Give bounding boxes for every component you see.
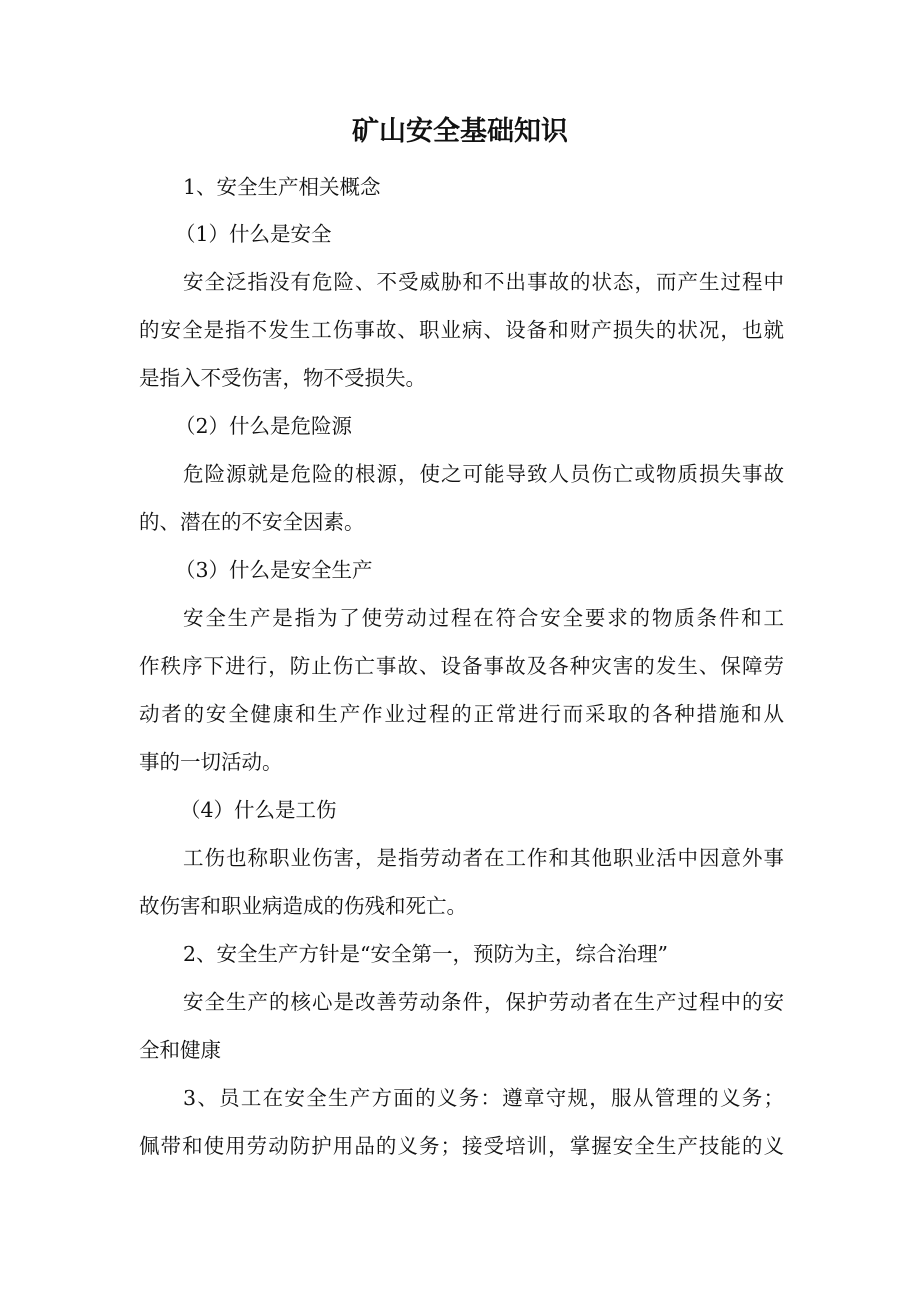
paragraph-line: 安全生产是指为了使劳动过程在符合安全要求的物质条件和工 bbox=[183, 606, 784, 630]
paragraph-line: 作秩序下进行，防止伤亡事故、设备事故及各种灾害的发生、保障劳 bbox=[139, 654, 784, 678]
paragraph-line: 的、潜在的不安全因素。 bbox=[139, 510, 365, 534]
subsection-heading: （1）什么是安全 bbox=[175, 222, 332, 246]
subsection-heading: （3）什么是安全生产 bbox=[175, 558, 373, 582]
subsection-heading: （4）什么是工伤 bbox=[180, 798, 337, 822]
paragraph-line: 佩带和使用劳动防护用品的义务；接受培训，掌握安全生产技能的义 bbox=[139, 1134, 784, 1158]
paragraph-line: 全和健康 bbox=[139, 1038, 221, 1062]
paragraph-line: 3、员工在安全生产方面的义务：遵章守规，服从管理的义务； bbox=[183, 1086, 784, 1110]
section-heading: 2、安全生产方针是“安全第一，预防为主，综合治理” bbox=[183, 942, 669, 966]
paragraph-line: 安全生产的核心是改善劳动条件，保护劳动者在生产过程中的安 bbox=[183, 990, 784, 1014]
document-title: 矿山安全基础知识 bbox=[352, 116, 568, 147]
paragraph-line: 工伤也称职业伤害，是指劳动者在工作和其他职业活中因意外事 bbox=[183, 846, 784, 870]
paragraph-line: 安全泛指没有危险、不受威胁和不出事故的状态，而产生过程中 bbox=[183, 270, 784, 294]
paragraph-line: 事的一切活动。 bbox=[139, 750, 283, 774]
subsection-heading: （2）什么是危险源 bbox=[175, 414, 353, 438]
paragraph-line: 故伤害和职业病造成的伤残和死亡。 bbox=[139, 894, 467, 918]
paragraph-line: 的安全是指不发生工伤事故、职业病、设备和财产损失的状况，也就 bbox=[139, 318, 784, 342]
paragraph-line: 是指入不受伤害，物不受损失。 bbox=[139, 366, 426, 390]
paragraph-line: 危险源就是危险的根源，使之可能导致人员伤亡或物质损失事故 bbox=[183, 462, 784, 486]
section-heading: 1、安全生产相关概念 bbox=[183, 175, 381, 199]
paragraph-line: 动者的安全健康和生产作业过程的正常进行而采取的各种措施和从 bbox=[139, 702, 784, 726]
